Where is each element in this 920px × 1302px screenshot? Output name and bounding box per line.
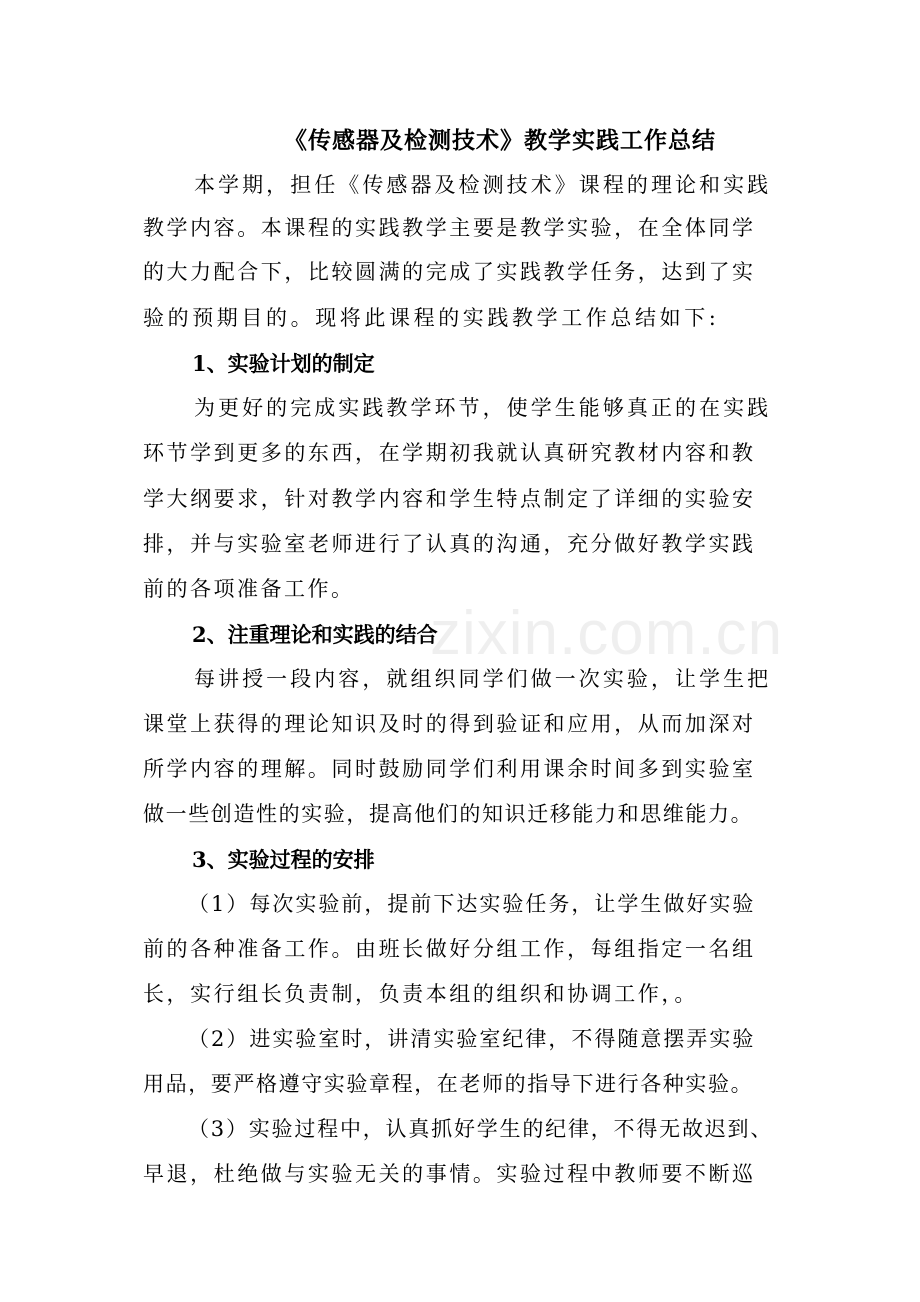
paragraph-line: 前的各种准备工作。由班长做好分组工作，每组指定一名组 [143,937,756,961]
paragraph-line: 的大力配合下，比较圆满的完成了实践教学任务，达到了实 [143,260,756,284]
paragraph-line: 环节学到更多的东西，在学期初我就认真研究教材内容和教 [143,441,756,465]
page-title: 《传感器及检测技术》教学实践工作总结 [284,127,716,154]
paragraph-line: （1）每次实验前，提前下达实验任务，让学生做好实验 [188,892,756,916]
paragraph-line: 前的各项准备工作。 [143,577,355,601]
paragraph-line: 学大纲要求，针对教学内容和学生特点制定了详细的实验安 [143,487,756,511]
paragraph-line: 教学内容。本课程的实践教学主要是教学实验，在全体同学 [143,216,756,240]
paragraph-line: 做一些创造性的实验，提高他们的知识迁移能力和思维能力。 [143,802,754,826]
watermark: zixin.com.cn [430,599,784,668]
section-heading-1: 1、实验计划的制定 [192,351,375,376]
paragraph-line: 本学期，担任《传感器及检测技术》课程的理论和实践 [194,173,772,197]
paragraph-line: 验的预期目的。现将此课程的实践教学工作总结如下: [143,306,720,330]
paragraph-line: 排，并与实验室老师进行了认真的沟通，充分做好教学实践 [143,532,756,556]
paragraph-line: 每讲授一段内容，就组织同学们做一次实验，让学生把 [194,667,772,691]
paragraph-line: （3）实验过程中，认真抓好学生的纪律，不得无故迟到、 [188,1117,774,1141]
section-heading-2: 2、注重理论和实践的结合 [192,622,438,647]
paragraph-line: （2）进实验室时，讲清实验室纪律，不得随意摆弄实验 [188,1027,756,1051]
paragraph-line: 早退，杜绝做与实验无关的事情。实验过程中教师要不断巡 [143,1162,756,1186]
paragraph-line: 用品，要严格遵守实验章程，在老师的指导下进行各种实验。 [143,1072,754,1096]
paragraph-line: 所学内容的理解。同时鼓励同学们利用课余时间多到实验室 [143,757,756,781]
paragraph-line: 长，实行组长负责制，负责本组的组织和协调工作，。 [143,982,698,1006]
section-heading-3: 3、实验过程的安排 [192,847,375,872]
paragraph-line: 课堂上获得的理论知识及时的得到验证和应用，从而加深对 [143,712,756,736]
paragraph-line: 为更好的完成实践教学环节，使学生能够真正的在实践 [194,396,772,420]
